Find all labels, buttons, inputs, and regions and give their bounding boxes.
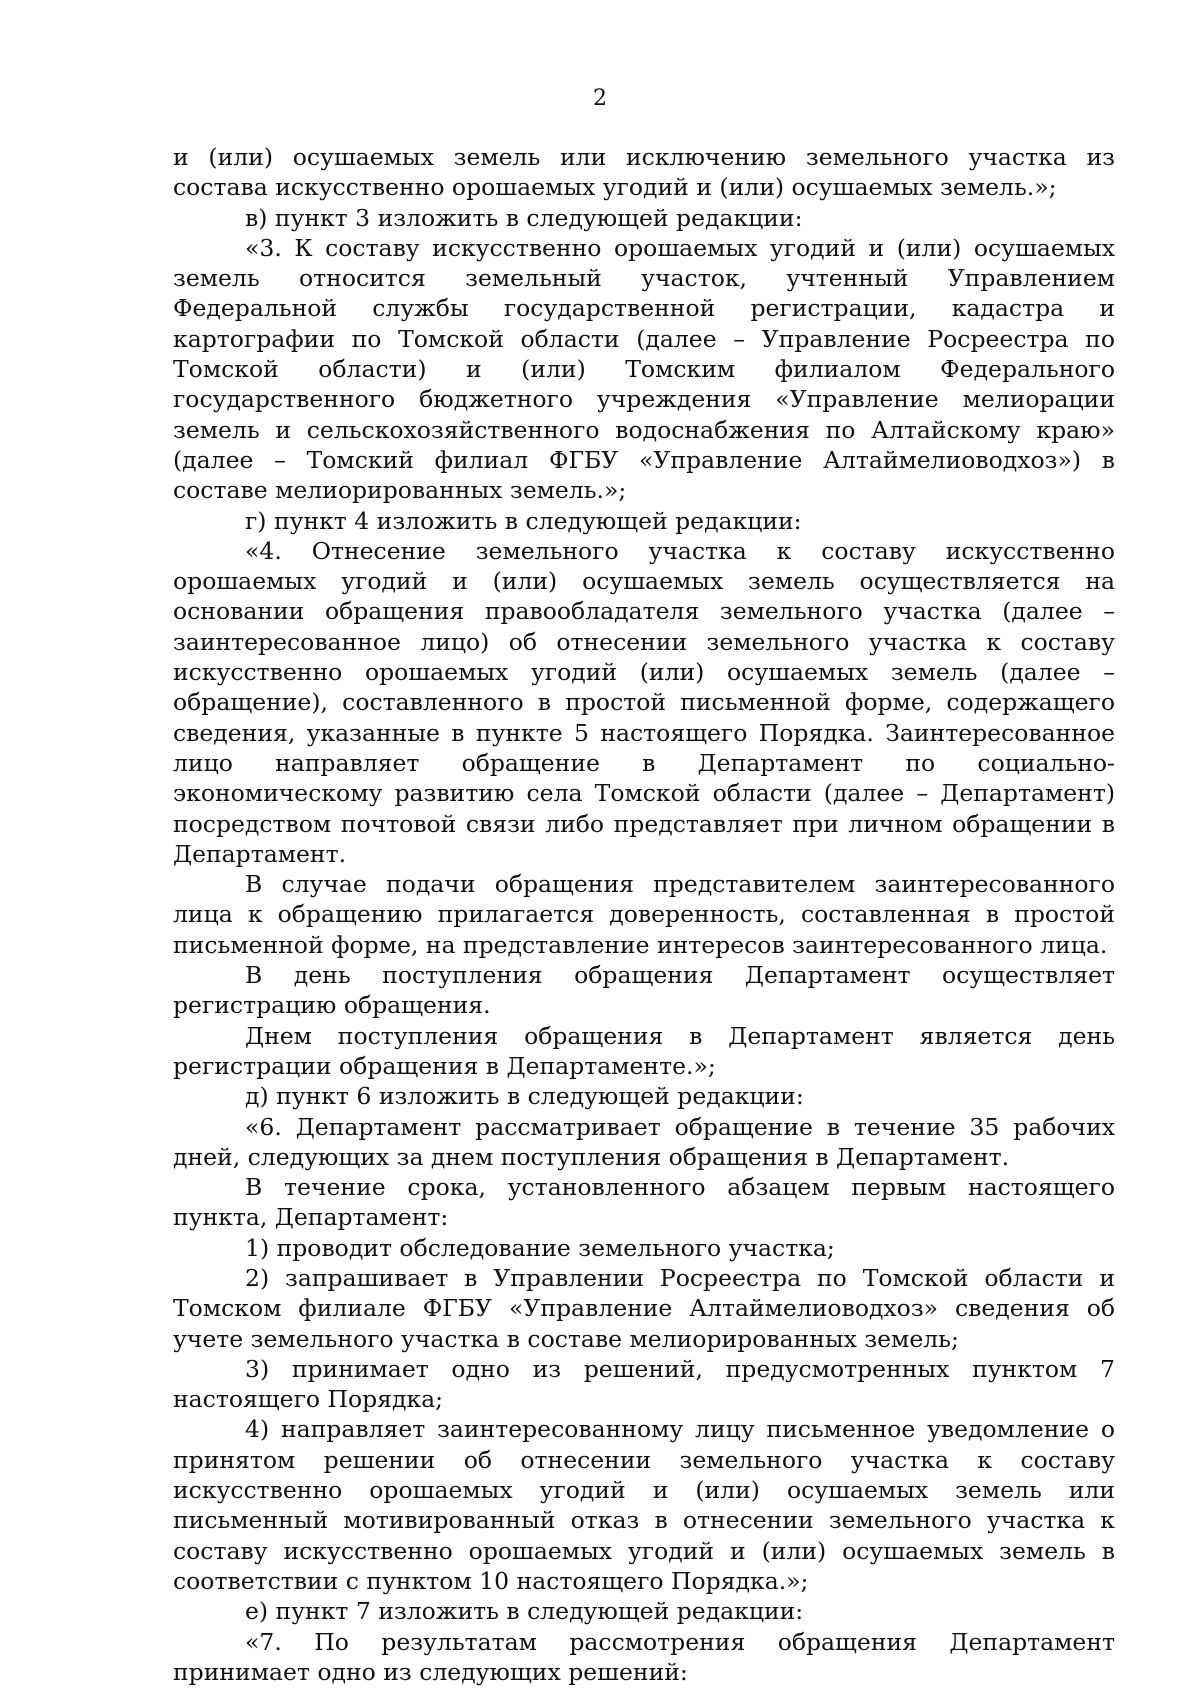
paragraph: В день поступления обращения Департамент осуществляет регистрацию обращения. (173, 961, 1115, 1020)
paragraph: 4) направляет заинтересованному лицу письменное уведомление о принятом решении об отнесении земельного участка к составу искусственно орошаемых угодий и (или) осушаемых земель или письменный мотивированный отказ в отнесении земельного участка к составу искусственно орошаемых угодий и (или) осушаемых земель в соответствии с пунктом 10 настоящего Порядка.»; (173, 1415, 1115, 1595)
paragraph: и (или) осушаемых земель или исключению земельного участка из состава искусственно орошаемых угодий и (или) осушаемых земель.»; (173, 143, 1115, 202)
paragraph: «3. К составу искусственно орошаемых угодий и (или) осушаемых земель относится земельный участок, учтенный Управлением Федеральной службы государственной регистрации, кадастра и картографии по Томской области (далее – Управление Росреестра по Томской области) и (или) Томским филиалом Федерального государственного бюджетного учреждения «Управление мелиорации земель и сельскохозяйственного водоснабжения по Алтайскому краю» (далее – Томский филиал ФГБУ «Управление Алтаймелиоводхоз») в составе мелиорированных земель.»; (173, 233, 1115, 505)
document-body (173, 142, 1115, 1687)
paragraph: е) пункт 7 изложить в следующей редакции: (245, 1597, 804, 1626)
paragraph: «7. По результатам рассмотрения обращения Департамент принимает одно из следующих решений: (173, 1627, 1115, 1686)
paragraph: 1) проводит обследование земельного участка; (245, 1233, 835, 1262)
paragraph: г) пункт 4 изложить в следующей редакции: (245, 506, 802, 535)
paragraph: в) пункт 3 изложить в следующей редакции: (245, 203, 803, 232)
paragraph: В течение срока, установленного абзацем первым настоящего пункта, Департамент: (173, 1173, 1115, 1232)
paragraph: Днем поступления обращения в Департамент является день регистрации обращения в Департаменте.»; (173, 1021, 1115, 1080)
paragraph: В случае подачи обращения представителем заинтересованного лица к обращению прилагается доверенность, составленная в простой письменной форме, на представление интересов заинтересованного лица. (173, 870, 1115, 959)
paragraph: 3) принимает одно из решений, предусмотренных пунктом 7 настоящего Порядка; (173, 1354, 1115, 1414)
paragraph: д) пункт 6 изложить в следующей редакции: (245, 1082, 804, 1111)
paragraph: 2) запрашивает в Управлении Росреестра по Томской области и Томском филиале ФГБУ «Управление Алтаймелиоводхоз» сведения об учете земельного участка в составе мелиорированных земель; (173, 1263, 1115, 1353)
page-number: 2 (593, 86, 607, 111)
paragraph: «4. Отнесение земельного участка к составу искусственно орошаемых угодий и (или) осушаемых земель осуществляется на основании обращения правообладателя земельного участка (далее – заинтересованное лицо) об отнесении земельного участка к составу искусственно орошаемых угодий (или) осушаемых земель (далее – обращение), составленного в простой письменной форме, содержащего сведения, указанные в пункте 5 настоящего Порядка. Заинтересованное лицо направляет обращение в Департамент по социально-экономическому развитию села Томской области (далее – Департамент) посредством почтовой связи либо представляет при личном обращении в Департамент. (173, 536, 1115, 868)
paragraph: «6. Департамент рассматривает обращение в течение 35 рабочих дней, следующих за днем поступления обращения в Департамент. (173, 1112, 1115, 1171)
